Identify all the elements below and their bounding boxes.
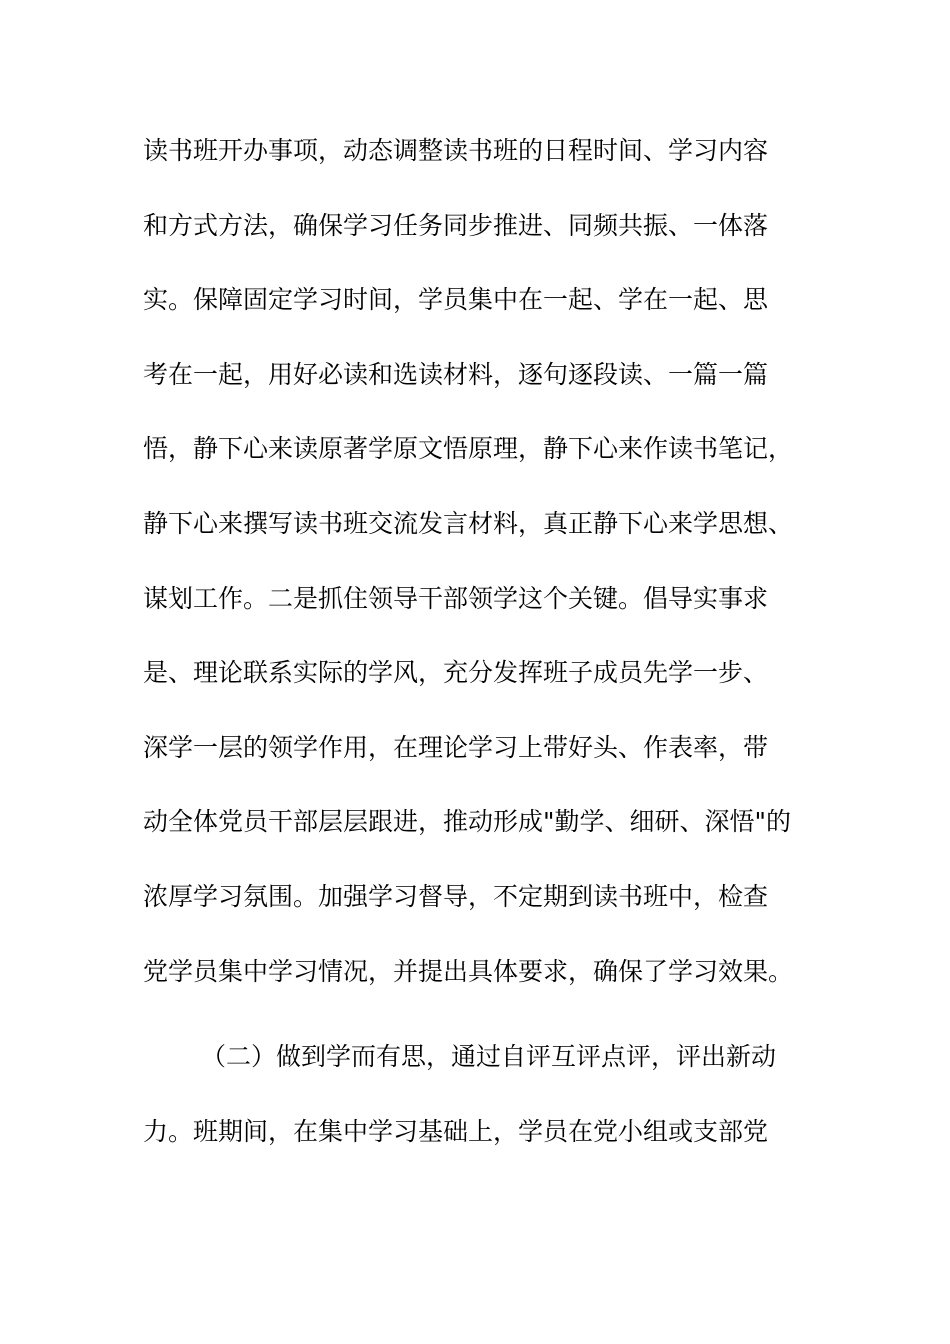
paragraph-study-arrangements xyxy=(143,126,833,1021)
text-line: 静下心来撰写读书班交流发言材料，真正静下心来学思想、 xyxy=(143,508,794,538)
text-line: 深学一层的领学作用，在理论学习上带好头、作表率，带 xyxy=(143,732,769,762)
document-body xyxy=(143,126,833,1181)
text-line: 读书班开办事项，动态调整读书班的日程时间、学习内容 xyxy=(143,136,769,165)
text-line: 是、理论联系实际的学风，充分发挥班子成员先学一步、 xyxy=(143,658,769,688)
text-line: 动全体党员干部层层跟进，推动形成"勤学、细研、深悟"的 xyxy=(143,807,792,837)
text-line: 考在一起，用好必读和选读材料，逐句逐段读、一篇一篇 xyxy=(143,359,769,389)
text-line: 谋划工作。二是抓住领导干部领学这个关键。倡导实事求 xyxy=(143,583,769,613)
section-heading-line: （二）做到学而有思，通过自评互评点评，评出新动 xyxy=(201,1042,777,1072)
text-line: 和方式方法，确保学习任务同步推进、同频共振、一体落 xyxy=(143,210,769,240)
text-line: 实。保障固定学习时间，学员集中在一起、学在一起、思 xyxy=(143,285,769,315)
text-line: 悟，静下心来读原著学原文悟原理，静下心来作读书笔记， xyxy=(143,434,794,464)
text-line: 浓厚学习氛围。加强学习督导，不定期到读书班中，检查 xyxy=(143,881,769,911)
text-line: 力。班期间，在集中学习基础上，学员在党小组或支部党 xyxy=(143,1116,769,1146)
text-line: 党学员集中学习情况，并提出具体要求，确保了学习效果。 xyxy=(143,956,794,986)
paragraph-section-two xyxy=(143,1032,833,1181)
